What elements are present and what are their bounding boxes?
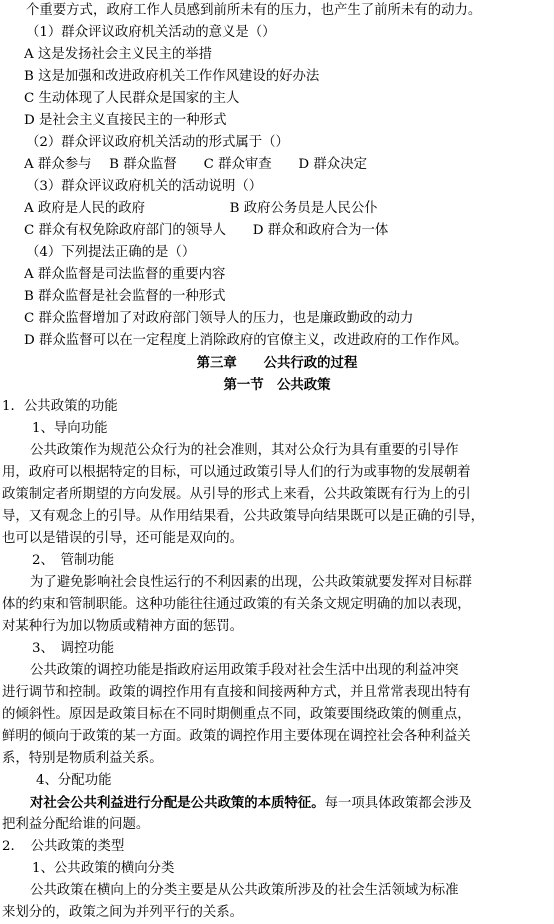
- section-title: 第一节 公共政策: [223, 377, 331, 393]
- paragraph-line: 的倾斜性。原因是政策目标在不同时期侧重点不同，政策要围绕政策的侧重点，: [2, 707, 471, 722]
- paragraph-line: 来划分的，政策之间为并列平行的关系。: [2, 905, 244, 920]
- text-run: 每一项具体政策都会涉及: [324, 796, 472, 811]
- paragraph-line: 体的约束和管制职能。这种功能往往通过政策的有关条文规定明确的加以表现，: [2, 597, 471, 612]
- paragraph-line: 对某种行为加以物质或精神方面的惩罚。: [2, 619, 244, 634]
- option-d: D 是社会主义直接民主的一种形式: [24, 113, 227, 128]
- option-a: A 这是发扬社会主义民主的举措: [24, 47, 213, 62]
- option-c: C 生动体现了人民群众是国家的主人: [24, 91, 240, 106]
- paragraph-line: [30, 792, 554, 814]
- options-row: A 政府是人民的政府 B 政府公务员是人民公仆: [24, 201, 378, 216]
- paragraph-line: 鲜明的倾向于政策的某一方面。政策的调控作用主要体现在调控社会各种利益关: [2, 729, 471, 744]
- paragraph-line: 公共政策在横向上的分类主要是从公共政策所涉及的社会生活领域为标准: [30, 883, 459, 898]
- paragraph-line: 用，政府可以根据特定的目标，可以通过政策引导人们的行为或事物的发展朝着: [2, 465, 471, 480]
- subheading: 3、 调控功能: [32, 641, 115, 656]
- question-3: （3）群众评议政府机关的活动说明（）: [26, 179, 263, 194]
- options-row: A 群众参与 B 群众监督 C 群众审查 D 群众决定: [24, 157, 367, 172]
- subheading: 1、导向功能: [32, 421, 108, 436]
- text-line: 个重要方式，政府工作人员感到前所未有的压力，也产生了前所未有的动力。: [26, 3, 482, 18]
- paragraph-line: 系，特别是物质利益关系。: [2, 751, 163, 766]
- subheading: 4、分配功能: [36, 773, 112, 788]
- paragraph-line: 为了避免影响社会良性运行的不利因素的出现，公共政策就要发挥对目标群: [30, 575, 472, 590]
- paragraph-line: 公共政策的调控功能是指政府运用政策手段对社会生活中出现的利益冲突: [30, 663, 459, 678]
- heading: 1．公共政策的功能: [2, 399, 118, 414]
- paragraph-line: 公共政策作为规范公众行为的社会准则，其对公众行为具有重要的引导作: [30, 443, 459, 458]
- paragraph-line: 也可以是错误的引导，还可能是双向的。: [2, 531, 244, 546]
- question-1: （1）群众评议政府机关活动的意义是（）: [26, 25, 276, 40]
- options-row: C 群众有权免除政府部门的领导人 D 群众和政府合为一体: [24, 223, 389, 238]
- paragraph-line: 政策制定者所期望的方向发展。从引导的形式上来看，公共政策既有行为上的引: [2, 487, 471, 502]
- option-a: A 群众监督是司法监督的重要内容: [24, 267, 226, 282]
- option-c: C 群众监督增加了对政府部门领导人的压力，也是廉政勤政的动力: [24, 311, 414, 326]
- heading: 2． 公共政策的类型: [2, 839, 125, 854]
- subheading: 1、公共政策的横向分类: [32, 861, 175, 876]
- option-b: B 群众监督是社会监督的一种形式: [24, 289, 226, 304]
- paragraph-line: 进行调节和控制。政策的调控作用有直接和间接两种方式，并且常常表现出特有: [2, 685, 471, 700]
- subheading: 2、 管制功能: [32, 553, 115, 568]
- bold-statement: 对社会公共利益进行分配是公共政策的本质特征。: [30, 795, 325, 811]
- option-d: D 群众监督可以在一定程度上消除政府的官僚主义，改进政府的工作作风。: [24, 333, 468, 348]
- option-b: B 这是加强和改进政府机关工作作风建设的好办法: [24, 69, 320, 84]
- chapter-title: 第三章 公共行政的过程: [196, 355, 358, 371]
- question-2: （2）群众评议政府机关活动的形式属于（）: [26, 135, 289, 150]
- paragraph-line: 导，又有观念上的引导。从作用结果看，公共政策导向结果既可以是正确的引导，: [2, 509, 485, 524]
- paragraph-line: 把利益分配给谁的问题。: [2, 817, 150, 832]
- question-4: （4）下列提法正确的是（）: [26, 245, 196, 260]
